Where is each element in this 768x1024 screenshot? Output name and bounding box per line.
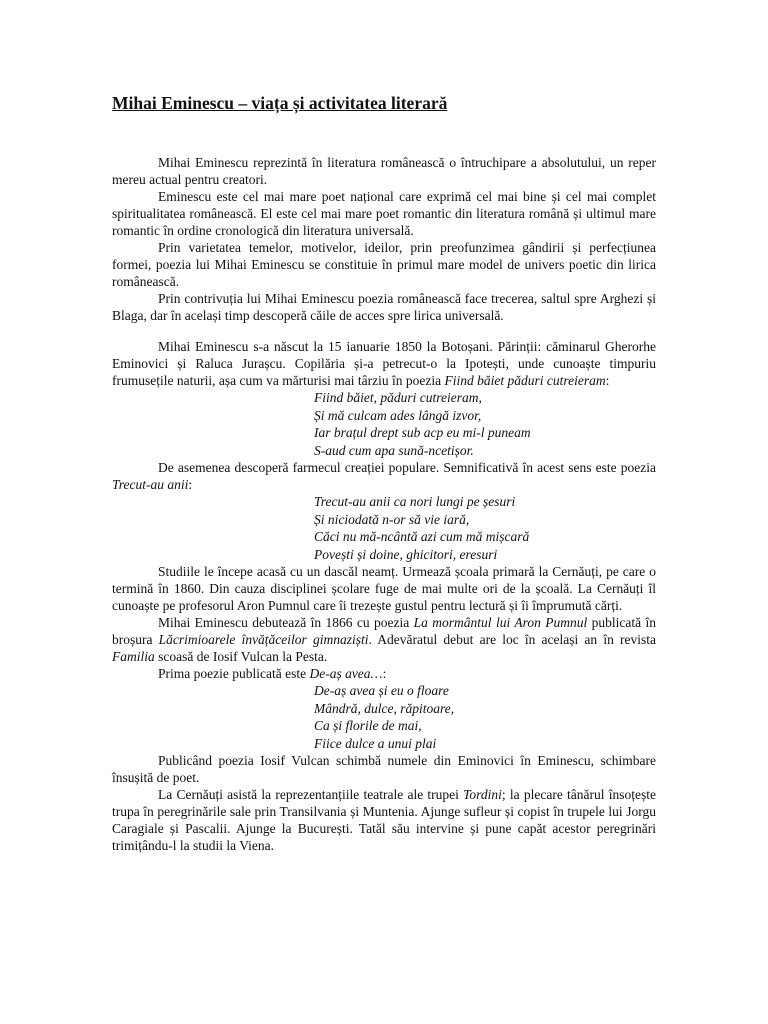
- bio-paragraph-studies: Studiile le începe acasă cu un dascăl neamț. Urmează școala primară la Cernăuți, pe care o termină în 1860. Din cauza disciplinei școlare fuge de mai multe ori de la școală. La Cernăuți îl cunoaște pe profesorul Aron Pumnul care îi trezește gustul pentru lectură și îi împrumută cărți.: [112, 564, 656, 613]
- intro-paragraph-4: Prin contrivuția lui Mihai Eminescu poezia românească face trecerea, saltul spre Arghezi și Blaga, dar în același timp descoperă căile de acces spre lirica universală.: [112, 291, 656, 323]
- poem-line: S-aud cum apa sună-ncetișor.: [314, 442, 474, 458]
- text-run: scoasă de Iosif Vulcan la Pesta.: [154, 649, 328, 664]
- poem-line: Mândră, dulce, răpitoare,: [314, 700, 455, 716]
- bio-paragraph-first-poem: [112, 665, 656, 682]
- intro-paragraph-3: Prin varietatea temelor, motivelor, ideilor, prin preofunzimea gândirii și perfecțiunea formei, poezia lui Mihai Eminescu se constituie în primul mare model de univers poetic din lirica românească.: [112, 240, 656, 289]
- poem-line: Iar brațul drept sub acp eu mi-l puneam: [314, 425, 531, 440]
- bio-paragraph-folk: [112, 459, 656, 493]
- text-run: Mihai Eminescu debutează în 1866 cu poezia: [158, 615, 414, 630]
- poem-title-de-as-avea: De-aș avea…: [309, 666, 383, 681]
- poem-excerpt-de-as-avea: [314, 682, 656, 752]
- brochure-title: Lăcrimioarele învățăceilor gimnaziști: [158, 632, 369, 647]
- poem-title-trecut-au-anii: Trecut-au anii: [112, 477, 189, 492]
- poem-line: De-aș avea și eu o floare: [314, 683, 449, 698]
- poem-excerpt-trecut-au-anii: [314, 493, 656, 563]
- poem-line: Și niciodată n-or să vie iară,: [314, 511, 470, 527]
- text-run: Prima poezie publicată este: [158, 666, 310, 681]
- magazine-title: Familia: [112, 649, 155, 664]
- punctuation: :: [605, 373, 610, 388]
- text-run: publicată în broșura: [112, 615, 656, 647]
- poem-line: Ca și florile de mai,: [314, 718, 422, 733]
- poem-title-fiind-baiet: Fiind băiet păduri cutreieram: [444, 373, 606, 388]
- text-run: ; la plecare tânărul însoțește trupa în peregrinările sale prin Transilvania și Muntenia. Ajunge sufleur și copist în trupele lui Jorgu Caragiale și Pascalii. Ajunge la București. Tatăl său intervine și pune capăt acestor peregrinări trimițându-l la studii la Viena.: [112, 787, 656, 853]
- poem-line: Trecut-au anii ca nori lungi pe șesuri: [314, 494, 516, 509]
- bio-birth-text: Mihai Eminescu s-a născut la 15 ianuarie 1850 la Botoșani. Părinții: căminarul Gherorhe Eminovici și Raluca Jurașcu. Copilăria și-a petrecut-o la Ipotești, unde cunoaște timpuriu frumusețile naturii, așa cum va mărturisi mai târziu în poezia: [112, 339, 656, 388]
- punctuation: :: [382, 666, 387, 681]
- document-page: [112, 92, 656, 854]
- poem-line: Și mă culcam ades lângă izvor,: [314, 407, 482, 423]
- poem-line: Fiice dulce a unui plai: [314, 735, 437, 751]
- document-title: Mihai Eminescu – viața și activitatea literară: [112, 93, 448, 113]
- troupe-name: Tordini: [463, 787, 502, 802]
- punctuation: :: [188, 477, 193, 492]
- intro-paragraph-1: Mihai Eminescu reprezintă în literatura românească o întruchipare a absolutului, un reper mereu actual pentru creatori.: [112, 155, 656, 187]
- poem-title-la-mormantul: La mormântul lui Aron Pumnul: [413, 615, 588, 630]
- intro-paragraph-2: Eminescu este cel mai mare poet național care exprimă cel mai bine și cel mai complet spiritualitatea românească. El este cel mai mare poet romantic din literatura română și ultimul mare romantic în ordine cronologică din literatura universală.: [112, 189, 656, 238]
- bio-folk-text: De asemenea descoperă farmecul creației populare. Semnificativă în acest sens este poezia: [158, 460, 656, 475]
- bio-paragraph-theatre: [112, 786, 656, 854]
- bio-paragraph-debut: [112, 614, 656, 665]
- text-run: La Cernăuți asistă la reprezentanțiile teatrale ale trupei: [158, 787, 464, 802]
- bio-paragraph-birth: [112, 338, 656, 389]
- poem-line: Căci nu mă-ncântă azi cum mă mișcară: [314, 529, 530, 544]
- poem-excerpt-fiind-baiet: [314, 389, 656, 459]
- poem-line: Fiind băiet, păduri cutreieram,: [314, 390, 482, 405]
- bio-paragraph-name-change: Publicând poezia Iosif Vulcan schimbă numele din Eminovici în Eminescu, schimbare însușită de poet.: [112, 753, 656, 785]
- text-run: . Adevăratul debut are loc în același an în revista: [368, 632, 656, 647]
- poem-line: Povești și doine, ghicitori, eresuri: [314, 546, 498, 562]
